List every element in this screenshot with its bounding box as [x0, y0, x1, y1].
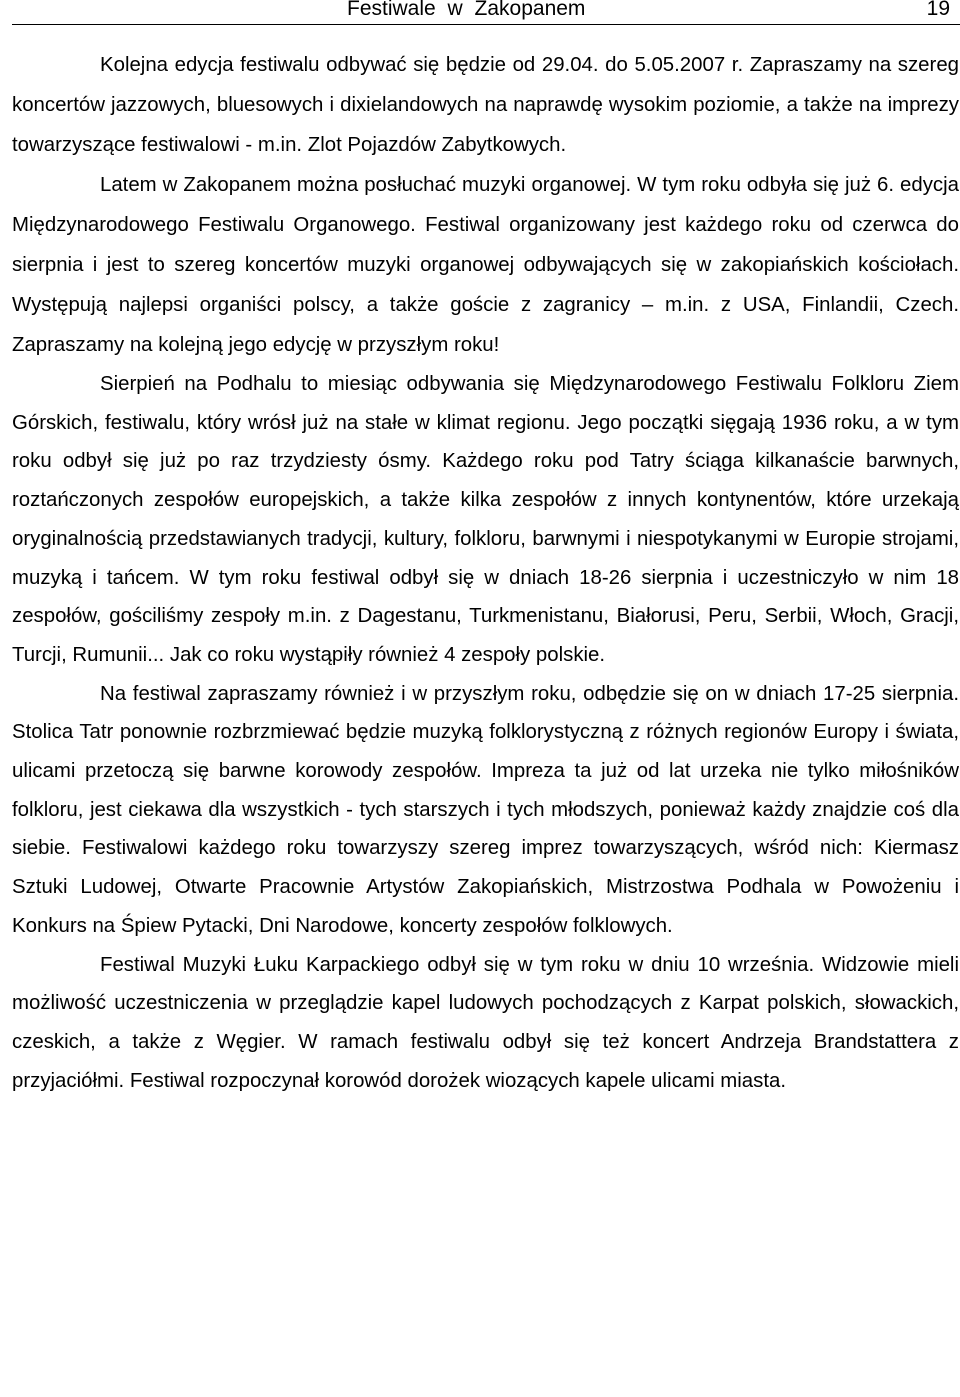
- running-title: Festiwale w Zakopanem: [347, 0, 586, 20]
- paragraph-folklore-next-year: Na festiwal zapraszamy również i w przyszłym roku, odbędzie się on w dniach 17-25 sierpnia. Stolica Tatr ponownie rozbrzmiewać będzie muzyką folklorystyczną z różnych regionów Europy i świata, ulicami przetoczą się barwne korowody zespołów. Impreza ta już od lat urzeka nie tylko miłośników folkloru, jest ciekawa dla wszystkich - tych starszych i tych młodszych, ponieważ każdy znajdzie coś dla siebie. Festiwalowi każdego roku towarzyszy szereg imprez towarzyszących, wśród nich: Kiermasz Sztuki Ludowej, Otwarte Pracownie Artystów Zakopiańskich, Mistrzostwa Podhala w Powożeniu i Konkurs na Śpiew Pytacki, Dni Narodowe, koncerty zespołów folklowych.: [12, 682, 959, 937]
- paragraph-folklore-festival: Sierpień na Podhalu to miesiąc odbywania się Międzynarodowego Festiwalu Folkloru Ziem Górskich, festiwalu, który wrósł już na stałe w klimat regionu. Jego początki sięgają 1936 roku, a w tym roku odbył się już po raz trzydziesty ósmy. Każdego roku pod Tatry ściąga kilkanaście barwnych, roztańczonych zespołów europejskich, a także kilka zespołów z innych kontynentów, które urzekają oryginalnością przedstawianych tradycji, kultury, folkloru, barwnymi i niespotykanymi w Europie strojami, muzyką i tańcem. W tym roku festiwal odbył się w dniach 18-26 sierpnia i uczestniczyło w nim 18 zespołów, gościliśmy zespoły m.in. z Dagestanu, Turkmenistanu, Białorusi, Peru, Serbii, Włoch, Gracji, Turcji, Rumunii... Jak co roku wystąpiły również 4 zespoły polskie.: [12, 373, 959, 666]
- page-number: 19: [926, 0, 950, 20]
- document-body: [12, 45, 959, 1100]
- paragraph-carpathian-festival: Festiwal Muzyki Łuku Karpackiego odbył się w tym roku w dniu 10 września. Widzowie mieli możliwość uczestniczenia w przeglądzie kapel ludowych pochodzących z Karpat polskich, słowackich, czeskich, a także z Węgier. W ramach festiwalu odbył się też koncert Andrzeja Brandstattera z przyjaciółmi. Festiwal rozpoczynał korowód dorożek wiozących kapele ulicami miasta.: [12, 953, 959, 1092]
- page-header: [12, 0, 960, 25]
- paragraph-jazz-festival: Kolejna edycja festiwalu odbywać się będzie od 29.04. do 5.05.2007 r. Zapraszamy na szereg koncertów jazzowych, bluesowych i dixielandowych na naprawdę wysokim poziomie, a także na imprezy towarzyszące festiwalowi - m.in. Zlot Pojazdów Zabytkowych.: [12, 54, 959, 156]
- paragraph-organ-festival: Latem w Zakopanem można posłuchać muzyki organowej. W tym roku odbyła się już 6. edycja Międzynarodowego Festiwalu Organowego. Festiwal organizowany jest każdego roku od czerwca do sierpnia i jest to szereg koncertów muzyki organowej odbywających się w zakopiańskich kościołach. Występują najlepsi organiści polscy, a także goście z zagranicy – m.in. z USA, Finlandii, Czech. Zapraszamy na kolejną jego edycję w przyszłym roku!: [12, 174, 959, 356]
